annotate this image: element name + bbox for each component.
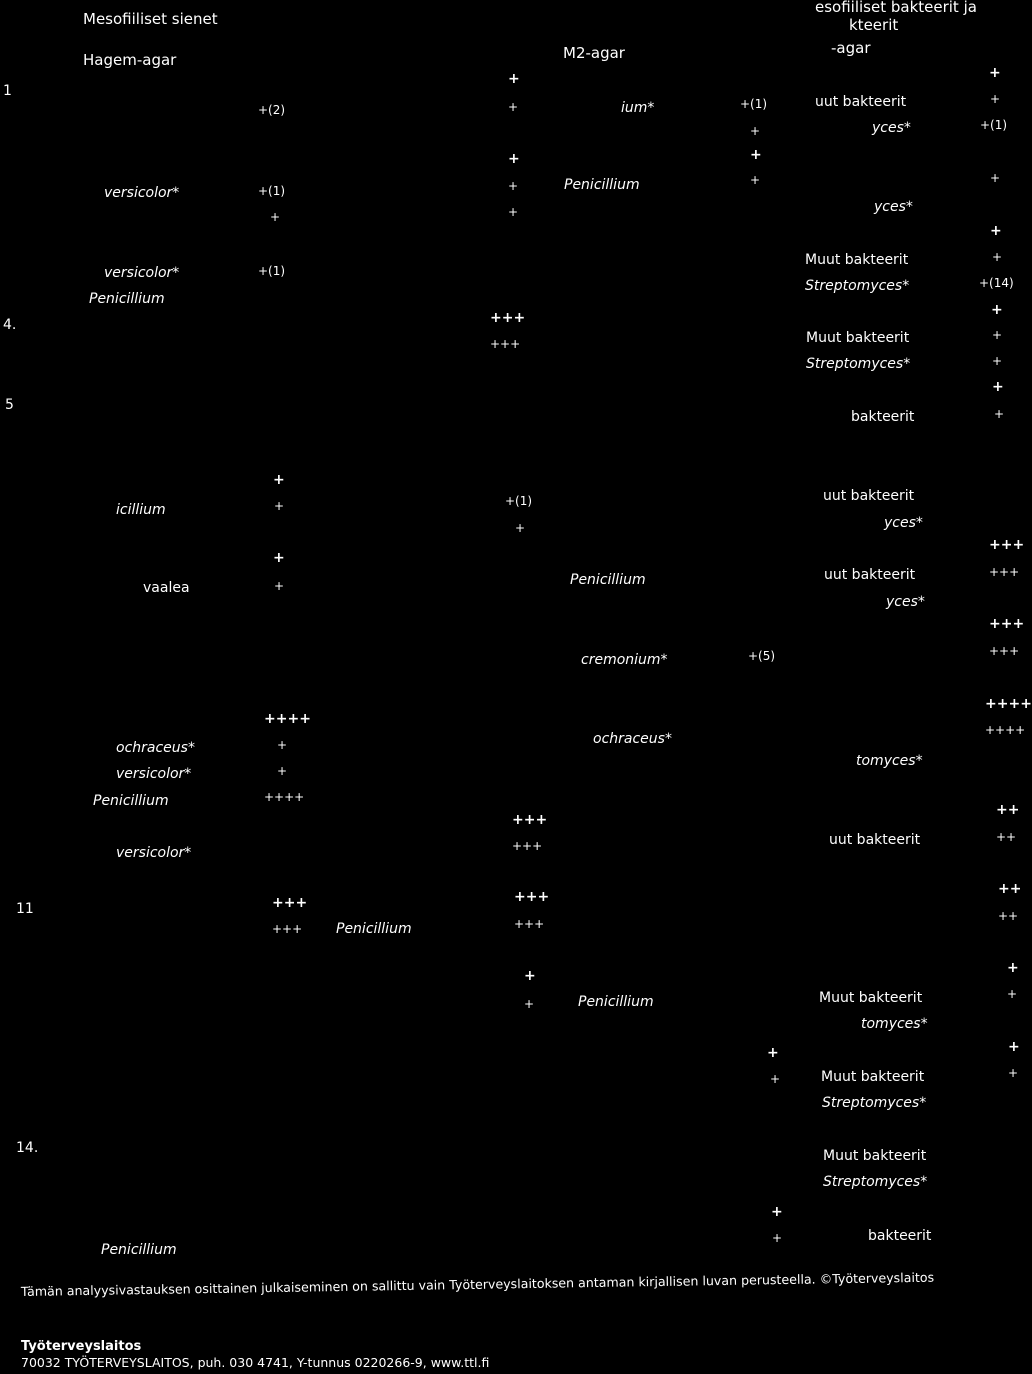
- value-cell: ++++: [264, 790, 305, 804]
- organism-name: ium*: [621, 100, 655, 116]
- value-cell: +++: [272, 922, 303, 936]
- value-cell: +(1): [258, 264, 286, 278]
- value-cell: +: [515, 521, 526, 535]
- organism-name: Muut bakteerit: [821, 1069, 925, 1085]
- organism-name: versicolor*: [116, 845, 192, 861]
- value-cell: +++: [512, 812, 548, 828]
- value-cell: +: [273, 550, 285, 566]
- organism-name: Muut bakteerit: [819, 990, 923, 1006]
- footer-disclaimer: Tämän analyysivastauksen osittainen julkaiseminen on sallittu vain Työterveyslaitoksen antaman kirjallisen luvan perusteella. ©Työterveyslaitos: [20, 1269, 935, 1299]
- header-m2-agar: M2-agar: [563, 44, 625, 62]
- organism-name: bakteerit: [868, 1228, 932, 1244]
- value-cell: +: [992, 354, 1003, 368]
- organism-name: yces*: [886, 594, 925, 610]
- value-cell: +(2): [258, 103, 286, 117]
- organism-name: Muut bakteerit: [805, 252, 909, 268]
- organism-name: versicolor*: [116, 766, 192, 782]
- value-cell: +: [990, 171, 1001, 185]
- organism-name: Streptomyces*: [806, 356, 911, 372]
- value-cell: +(1): [258, 184, 286, 198]
- organism-name: uut bakteerit: [823, 488, 915, 504]
- organism-name: Muut bakteerit: [823, 1148, 927, 1164]
- value-cell: +: [524, 997, 535, 1011]
- organism-name: Penicillium: [578, 994, 654, 1010]
- organism-name: uut bakteerit: [824, 567, 916, 583]
- value-cell: ++++: [985, 696, 1032, 712]
- value-cell: +(1): [740, 97, 768, 111]
- row-number: 4.: [3, 317, 17, 333]
- organism-name: Streptomyces*: [823, 1174, 928, 1190]
- value-cell: +++: [989, 565, 1020, 579]
- value-cell: ++: [998, 881, 1022, 897]
- value-cell: +: [1007, 987, 1018, 1001]
- value-cell: +(14): [979, 276, 1014, 290]
- header-mesophilic-fungi: Mesofiiliset sienet: [83, 10, 218, 28]
- value-cell: +: [508, 151, 520, 167]
- value-cell: +: [524, 968, 536, 984]
- value-cell: +++: [514, 889, 550, 905]
- row-number: 14.: [16, 1140, 39, 1156]
- value-cell: +: [277, 738, 288, 752]
- organism-name: ochraceus*: [593, 731, 672, 747]
- organism-name: ochraceus*: [116, 740, 195, 756]
- value-cell: +: [772, 1231, 783, 1245]
- value-cell: +: [990, 223, 1002, 239]
- value-cell: +: [508, 179, 519, 193]
- value-cell: +: [1008, 1066, 1019, 1080]
- header-bacteria-agar: -agar: [831, 39, 871, 57]
- organism-name: Penicillium: [101, 1242, 177, 1258]
- organism-name: Penicillium: [89, 291, 165, 307]
- value-cell: +: [508, 71, 520, 87]
- value-cell: +: [1008, 1039, 1020, 1055]
- value-cell: +++: [272, 895, 308, 911]
- organism-name: icillium: [116, 502, 166, 518]
- value-cell: ++++: [264, 711, 311, 727]
- organism-name: vaalea: [143, 580, 190, 596]
- value-cell: +(5): [748, 649, 776, 663]
- organism-name: Muut bakteerit: [806, 330, 910, 346]
- value-cell: ++: [996, 802, 1020, 818]
- organism-name: uut bakteerit: [815, 94, 907, 110]
- value-cell: +(1): [980, 118, 1008, 132]
- organism-name: Streptomyces*: [805, 278, 910, 294]
- value-cell: +: [274, 499, 285, 513]
- value-cell: +++: [512, 839, 543, 853]
- footer-org: Työterveyslaitos: [21, 1339, 142, 1354]
- organism-name: tomyces*: [861, 1016, 928, 1032]
- header-hagem-agar: Hagem-agar: [83, 51, 177, 69]
- organism-name: Penicillium: [564, 177, 640, 193]
- value-cell: +: [508, 205, 519, 219]
- value-cell: +: [992, 328, 1003, 342]
- value-cell: ++: [998, 909, 1019, 923]
- value-cell: +: [989, 65, 1001, 81]
- organism-name: cremonium*: [581, 652, 668, 668]
- value-cell: +: [750, 147, 762, 163]
- value-cell: +: [508, 100, 519, 114]
- row-number: 1: [3, 83, 12, 99]
- organism-name: Penicillium: [336, 921, 412, 937]
- value-cell: +: [992, 250, 1003, 264]
- organism-name: bakteerit: [851, 409, 915, 425]
- organism-name: yces*: [884, 515, 923, 531]
- value-cell: +: [1007, 960, 1019, 976]
- value-cell: +: [273, 472, 285, 488]
- value-cell: +++: [490, 337, 521, 351]
- organism-name: Penicillium: [570, 572, 646, 588]
- organism-name: Penicillium: [93, 793, 169, 809]
- value-cell: +(1): [505, 494, 533, 508]
- value-cell: +: [750, 173, 761, 187]
- value-cell: +: [767, 1045, 779, 1061]
- value-cell: ++++: [985, 723, 1026, 737]
- organism-name: Streptomyces*: [822, 1095, 927, 1111]
- value-cell: +: [277, 764, 288, 778]
- value-cell: +: [991, 302, 1003, 318]
- organism-name: uut bakteerit: [829, 832, 921, 848]
- organism-name: versicolor*: [104, 265, 180, 281]
- organism-name: tomyces*: [856, 753, 923, 769]
- value-cell: +: [270, 210, 281, 224]
- value-cell: +++: [490, 310, 526, 326]
- organism-name: yces*: [874, 199, 913, 215]
- organism-name: yces*: [872, 120, 911, 136]
- value-cell: +: [770, 1072, 781, 1086]
- value-cell: ++: [996, 830, 1017, 844]
- footer-address: 70032 TYÖTERVEYSLAITOS, puh. 030 4741, Y-tunnus 0220266-9, www.ttl.fi: [21, 1355, 490, 1370]
- value-cell: +++: [514, 917, 545, 931]
- value-cell: +++: [989, 537, 1025, 553]
- value-cell: +: [274, 579, 285, 593]
- row-number: 11: [16, 901, 34, 917]
- organism-name: versicolor*: [104, 185, 180, 201]
- value-cell: +: [771, 1204, 783, 1220]
- header-bacteria-line2: kteerit: [849, 16, 899, 34]
- value-cell: +: [994, 407, 1005, 421]
- value-cell: +: [750, 124, 761, 138]
- value-cell: +++: [989, 616, 1025, 632]
- row-number: 5: [5, 397, 14, 413]
- value-cell: +++: [989, 644, 1020, 658]
- header-bacteria-line1: esofiiliset bakteerit ja: [815, 0, 977, 16]
- value-cell: +: [992, 379, 1004, 395]
- value-cell: +: [990, 92, 1001, 106]
